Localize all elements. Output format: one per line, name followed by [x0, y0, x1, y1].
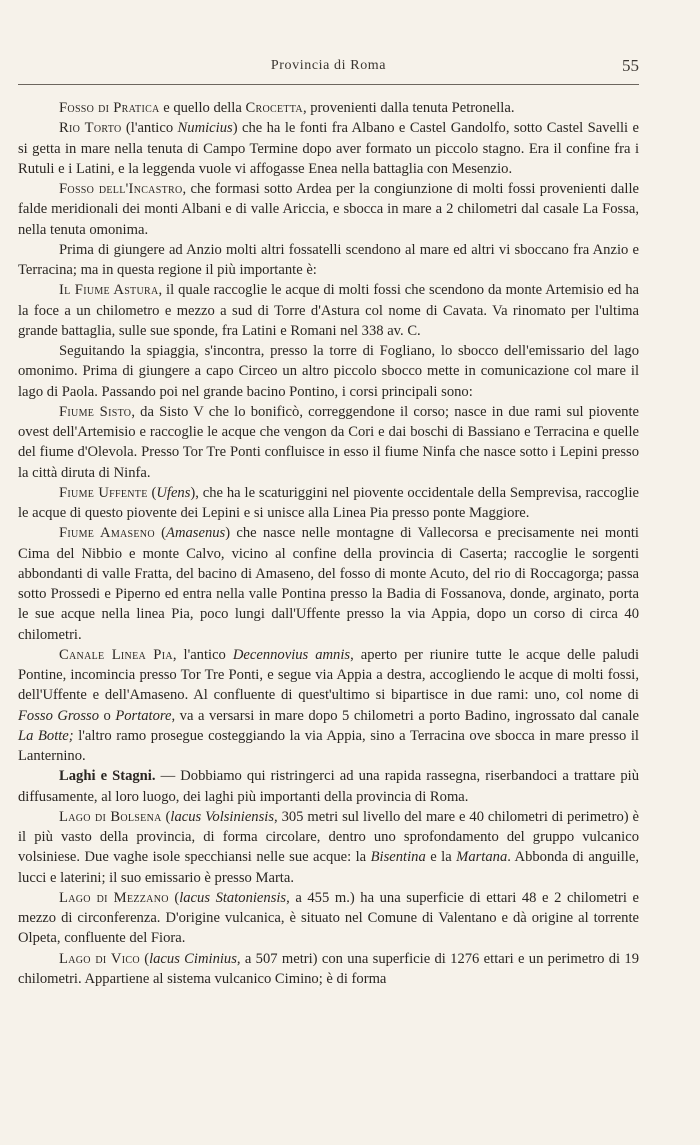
entry-name: Canale Linea Pia — [59, 646, 173, 663]
text-run: ( — [161, 808, 171, 825]
entry-name: Lago di Bolsena — [59, 808, 162, 825]
text-run: Seguitando la spiaggia, s'incontra, presso la torre di Fogliano, lo sbocco dell'emissario del lago omonimo. Prima di giungere a capo Circeo un altro piccolo sbocco mette in comunicazione col mare il lago di Paola. Passando poi nel grande bacino Pontino, i corsi principali sono: — [18, 343, 639, 400]
text-run: ( — [139, 950, 150, 967]
text-run: Prima di giungere ad Anzio molti altri fossatelli scendono al mare ed altri vi sboccano fra Anzio e Terracina; ma in questa regione il più importante è: — [18, 241, 639, 278]
italic-name: Fosso Grosso — [18, 707, 99, 724]
paragraph-uffente — [18, 483, 639, 524]
text-run: , aperto per riunire tutte le acque delle paludi Pontine, incomincia presso Tor Tre Ponti, e segue via Appia a destra, accogliendo le acque di molti fossi, dell'Uffente e dell'Amaseno. Al confluente di quest'ultimo si bipartisce in due rami: uno, col nome di — [18, 646, 640, 704]
text-run: e quello della — [159, 100, 246, 116]
text-run: e la — [425, 849, 457, 866]
text-run: , va a versarsi in mare dopo 5 chilometri a porto Badino, ingrossato dal canale — [171, 707, 639, 724]
entry-name: Fiume Amaseno — [59, 525, 155, 542]
paragraph-sisto — [18, 402, 639, 483]
page-number: 55 — [622, 56, 639, 75]
paragraph-anzio — [18, 240, 639, 281]
text-run: , 305 metri sul livello del mare e 40 chilometri di perimetro) è il più vasto della provincia, di forma circolare, dentro uno sprofondamento del gruppo vulcanico volsiniese. Due vaghe isole specchiansi nelle sue acque: la — [18, 808, 640, 866]
paragraph-spiaggia — [18, 341, 639, 402]
paragraph-linea-pia — [18, 645, 639, 767]
entry-name: Il Fiume Astura — [59, 282, 159, 299]
text-run: ( — [168, 889, 180, 906]
paragraph-bolsena — [18, 807, 639, 888]
entry-name: Crocetta — [245, 100, 303, 116]
text-run: , da Sisto V che lo bonificò, correggendone il corso; nasce in due rami sul piovente ovest dell'Artemisio e raccoglie le acque che vengon da Cori e dai boschi di Bassiano e Terracina e quelle del fiume d'Olevola. Presso Tor Tre Ponti confluisce in esso il fiume Ninfa che nasce sotto i Lepini presso la città diruta di Ninfa. — [18, 403, 640, 481]
paragraph-laghi-stagni — [18, 766, 639, 807]
latin-name: lacus Volsiniensis — [170, 808, 275, 825]
text-run: , che formasi sotto Ardea per la congiunzione di molti fossi provenienti dalle falde meridionali dei monti Albani e di valle Ariccia, e sbocca in mare a 2 chilometri dal casale La Fossa, nella tenuta omonima. — [18, 181, 639, 238]
entry-name: Fiume Uffente — [59, 484, 148, 501]
text-run: — Dobbiamo qui ristringerci ad una rapida rassegna, riserbandoci a trattare più diffusamente, al loro luogo, dei laghi più importanti della provincia di Roma. — [18, 768, 639, 805]
latin-name: Numicius — [177, 120, 233, 137]
entry-name: Fosso dell'Incastro — [59, 181, 183, 197]
latin-name: Ufens — [156, 484, 191, 501]
italic-name: La Botte; — [18, 727, 74, 744]
paragraph-rio-torto — [18, 118, 639, 179]
text-run: ), che ha le scaturiggini nel piovente occidentale della Semprevisa, raccoglie le acque di questo piovente dei Lepini e si unisce alla Linea Pia presso ponte Maggiore. — [18, 484, 639, 521]
paragraph-astura — [18, 280, 639, 341]
paragraph-amaseno — [18, 523, 639, 645]
text-run: . Abbonda di anguille, lucci e laterini; il suo emissario è presso Marta. — [18, 849, 639, 886]
text-run: ) che nasce nelle montagne di Vallecorsa e precisamente nei monti Cima del Nibbio e monte Calvo, vicino al confine della provincia di Caserta; raccoglie le sorgenti abbondanti di valle Fratta, del bacino di Amaseno, del fosso di monte Acuto, del rio di Roccagorga; passa sotto Prossedi e Piperno ed entra nella valle Pontina presso la Badia di Fossanova, donde, arginato, porta le sue acque nella linea Pia, poco lungi dall'Uffente presso la via Appia, dopo un corso di circa 40 chilometri. — [18, 525, 639, 643]
latin-name: Amasenus — [166, 525, 226, 542]
entry-name: Lago di Vico — [59, 950, 140, 967]
entry-name: Fosso di Pratica — [59, 100, 160, 116]
header-rule — [18, 84, 639, 85]
paragraph-vico — [18, 949, 639, 990]
entry-name: Lago di Mezzano — [59, 889, 169, 906]
text-run: , provenienti dalla tenuta Petronella. — [302, 100, 515, 116]
paragraph-fosso-pratica — [18, 98, 639, 118]
text-run: ( — [147, 484, 157, 501]
italic-name: Bisentina — [370, 849, 426, 866]
paragraph-mezzano — [18, 888, 639, 949]
italic-name: Portatore — [115, 707, 172, 724]
paragraph-fosso-incastro — [18, 179, 639, 240]
text-run: ( — [154, 525, 167, 542]
latin-name: lacus Statoniensis — [179, 889, 287, 906]
page-header — [18, 0, 639, 86]
text-run: , a 455 m.) ha una superficie di ettari 48 e 2 chilometri e mezzo di circonferenza. D'origine vulcanica, è situato nel Comune di Valentano e dà origine al torrente Olpeta, confluente del Fiora. — [18, 889, 639, 947]
running-title: Provincia di Roma — [270, 58, 387, 73]
entry-name: Fiume Sisto — [59, 403, 132, 420]
text-run: l'altro ramo prosegue costeggiando la via Appia, sino a Terracina ove sbocca in mare presso il Lanternino. — [18, 727, 639, 764]
section-heading: Laghi e Stagni. — [59, 768, 156, 785]
text-run: , a 507 metri) con una superficie di 1276 ettari e un perimetro di 19 chilometri. Appartiene al sistema vulcanico Cimino; è di forma — [18, 950, 639, 987]
text-run: ) che ha le fonti fra Albano e Castel Gandolfo, sotto Castel Savelli e si getta in mare nella tenuta di Campo Termine dopo aver formato un piccolo stagno. Era il confine fra i Rutuli e i Latini, e la leggenda vuole vi affogasse Enea nella battaglia con Mesenzio. — [18, 120, 640, 177]
entry-name: Rio Torto — [59, 120, 122, 137]
latin-name: Decennovius amnis — [232, 646, 351, 663]
text-run: (l'antico — [121, 120, 178, 137]
page-body — [18, 86, 639, 989]
text-run: o — [99, 707, 116, 724]
latin-name: lacus Ciminius — [149, 950, 237, 967]
text-run: , il quale raccoglie le acque di molti fossi che scendono da monte Artemisio ed ha la foce a un chilometro e mezzo a sud di Torre d'Astura col nome di Cavata. Va rinomato per l'ultima grande battaglia, sulle sue sponde, fra Latini e Romani nel 338 av. C. — [18, 282, 639, 339]
text-run: , l'antico — [172, 646, 233, 663]
italic-name: Martana — [456, 849, 508, 866]
